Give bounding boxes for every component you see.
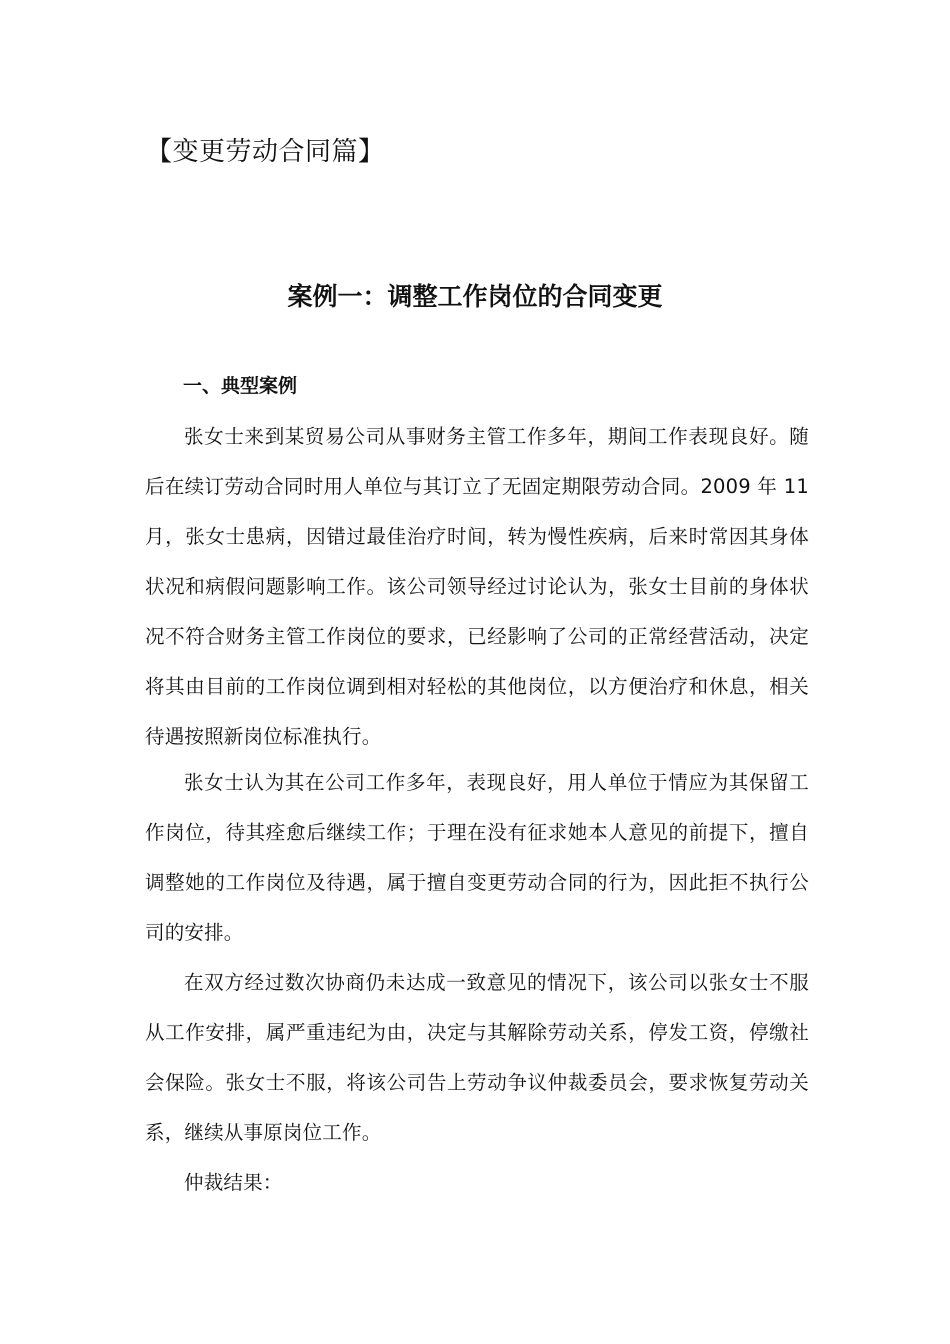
paragraph-case-background: 张女士来到某贸易公司从事财务主管工作多年，期间工作表现良好。随后在续订劳动合同时用人单位与其订立了无固定期限劳动合同。2009 年 11 月，张女士患病，因错过最佳治疗时间，转为慢性疾病，后来时常因其身体状况和病假问题影响工作。该公司领导经过讨论认为，张女士目前的身体状况不符合财务主管工作岗位的要求，已经影响了公司的正常经营活动，决定将其由目前的工作岗位调到相对轻松的其他岗位，以方便治疗和休息，相关待遇按照新岗位标准执行。 — [145, 425, 809, 748]
section-title: 【变更劳动合同篇】 — [146, 137, 385, 167]
subheading-typical-case: 一、典型案例 — [183, 375, 298, 397]
paragraph-employee-position: 张女士认为其在公司工作多年，表现良好，用人单位于情应为其保留工作岗位，待其痊愈后继续工作；于理在没有征求她本人意见的前提下，擅自调整她的工作岗位及待遇，属于擅自变更劳动合同的行为，因此拒不执行公司的安排。 — [145, 771, 809, 944]
paragraph-dispute: 在双方经过数次协商仍未达成一致意见的情况下，该公司以张女士不服从工作安排，属严重违纪为由，决定与其解除劳动关系，停发工资，停缴社会保险。张女士不服，将该公司告上劳动争议仲裁委员会，要求恢复劳动关系，继续从事原岗位工作。 — [145, 971, 809, 1144]
paragraph-arbitration-result-label: 仲裁结果： — [184, 1171, 283, 1194]
case-title: 案例一：调整工作岗位的合同变更 — [287, 282, 663, 311]
